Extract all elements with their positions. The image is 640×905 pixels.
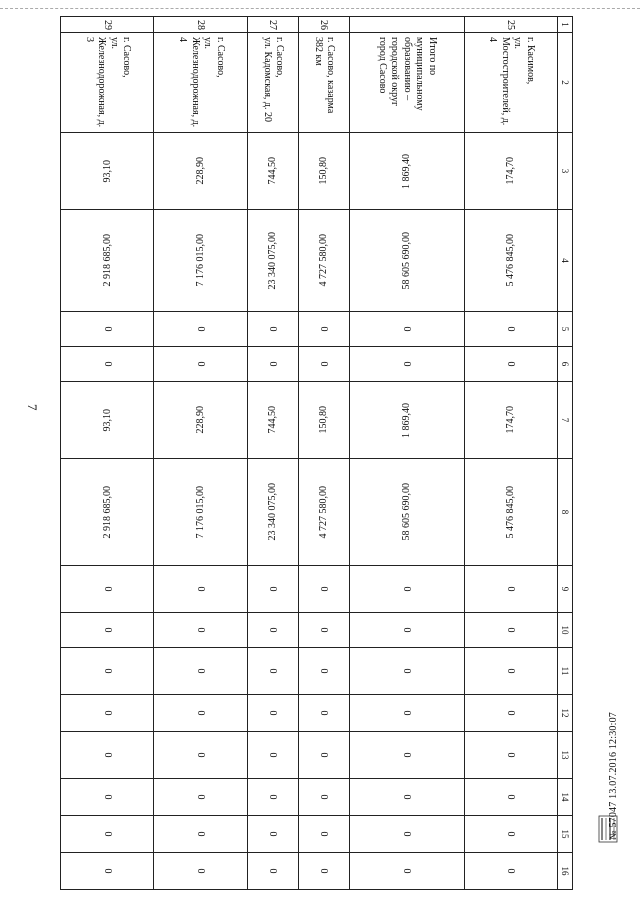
- table-cell-c5: 0: [349, 312, 464, 347]
- table-cell-c9: 0: [247, 566, 298, 613]
- numeric-value: 23 340 075,00: [267, 231, 279, 290]
- table-cell-c9: 0: [298, 566, 349, 613]
- numeric-value: 2 918 685,00: [101, 485, 113, 539]
- table-cell-c10: 0: [349, 613, 464, 648]
- numeric-value: 744,50: [267, 157, 279, 185]
- table-cell-c5: 0: [247, 312, 298, 347]
- table-cell-c11: 0: [298, 648, 349, 695]
- column-header-15: 15: [558, 816, 573, 853]
- table-cell-c12: 0: [349, 695, 464, 732]
- column-header-12: 12: [558, 695, 573, 732]
- table-row: [349, 17, 464, 890]
- table-cell-addr: г. Сасово, ул. Железнодорожная, д. 4: [154, 33, 247, 133]
- table-cell-c8: [298, 459, 349, 566]
- table-cell-c16: 0: [247, 853, 298, 890]
- table-cell-c14: 0: [154, 779, 247, 816]
- table-cell-c15: 0: [61, 816, 155, 853]
- numeric-value: 23 340 075,00: [267, 483, 279, 541]
- numeric-value: 58 605 690,00: [401, 231, 413, 290]
- table-cell-c6: 0: [61, 347, 155, 382]
- table-cell-c16: 0: [61, 853, 155, 890]
- table-cell-c4: [349, 210, 464, 312]
- table-cell-c10: 0: [61, 613, 155, 648]
- column-header-7: 7: [558, 382, 573, 459]
- table-cell-addr: Итого по муниципальному образованию – городской округ город Сасово: [349, 33, 464, 133]
- table-cell-c8: [154, 459, 247, 566]
- numeric-value: 93,10: [101, 408, 113, 432]
- numeric-value: 1 869,40: [401, 153, 413, 189]
- column-header-11: 11: [558, 648, 573, 695]
- table-cell-c5: 0: [154, 312, 247, 347]
- table-cell-c7: [298, 382, 349, 459]
- table-cell-n: [349, 17, 464, 33]
- table-cell-c11: 0: [247, 648, 298, 695]
- numeric-value: 93,10: [101, 159, 113, 183]
- table-cell-c4: [154, 210, 247, 312]
- table-cell-c16: 0: [154, 853, 247, 890]
- table-cell-c13: 0: [154, 732, 247, 779]
- table-cell-c12: 0: [298, 695, 349, 732]
- table-cell-c3: [154, 133, 247, 210]
- table-cell-c3: [247, 133, 298, 210]
- table-cell-c7: [61, 382, 155, 459]
- table-cell-c13: 0: [464, 732, 557, 779]
- column-header-9: 9: [558, 566, 573, 613]
- table-cell-c16: 0: [298, 853, 349, 890]
- table-cell-n: 29: [61, 17, 155, 33]
- table-cell-c9: 0: [61, 566, 155, 613]
- table-cell-c14: 0: [298, 779, 349, 816]
- numeric-value: 4 727 580,00: [318, 485, 330, 539]
- table-cell-c6: 0: [298, 347, 349, 382]
- data-table: [60, 16, 573, 890]
- table-cell-c11: 0: [61, 648, 155, 695]
- numeric-value: 228,90: [195, 157, 207, 185]
- column-header-3: 3: [558, 133, 573, 210]
- table-cell-addr: г. Сасово, ул. Железнодорожная, д. 3: [61, 33, 155, 133]
- numeric-value: 58 605 690,00: [401, 483, 413, 541]
- table-cell-c16: 0: [349, 853, 464, 890]
- table-cell-c12: 0: [154, 695, 247, 732]
- numeric-value: 2 918 685,00: [101, 234, 113, 287]
- table-cell-c11: 0: [349, 648, 464, 695]
- numeric-value: 5 476 845,00: [505, 485, 517, 539]
- table-row: [464, 17, 557, 890]
- column-header-13: 13: [558, 732, 573, 779]
- document-registration-stamp: № 57047 13.07.2016 12:30:07: [608, 712, 619, 840]
- numeric-value: 150,80: [318, 406, 330, 434]
- table-cell-n: 28: [154, 17, 247, 33]
- table-cell-c8: [247, 459, 298, 566]
- table-cell-c15: 0: [464, 816, 557, 853]
- column-header-1: 1: [558, 17, 573, 33]
- table-cell-addr: г. Касимов, ул. Мостостроителей, д. 4: [464, 33, 557, 133]
- table-cell-c11: 0: [154, 648, 247, 695]
- numeric-value: 174,70: [505, 406, 517, 434]
- table-cell-c3: [464, 133, 557, 210]
- table-cell-c5: 0: [464, 312, 557, 347]
- numeric-value: 228,90: [195, 406, 207, 434]
- table-cell-c7: [349, 382, 464, 459]
- table-cell-c5: 0: [61, 312, 155, 347]
- table-cell-addr: г. Сасово, ул. Кадомская, д. 20: [247, 33, 298, 133]
- table-cell-c14: 0: [247, 779, 298, 816]
- table-cell-c9: 0: [464, 566, 557, 613]
- table-cell-c15: 0: [247, 816, 298, 853]
- table-cell-c4: [298, 210, 349, 312]
- table-row: [247, 17, 298, 890]
- numeric-value: 5 476 845,00: [505, 234, 517, 287]
- numeric-value: 7 176 015,00: [195, 485, 207, 539]
- table-cell-c9: 0: [349, 566, 464, 613]
- table-cell-c5: 0: [298, 312, 349, 347]
- table-header-row: [558, 17, 573, 890]
- table-cell-c10: 0: [154, 613, 247, 648]
- table-cell-c16: 0: [464, 853, 557, 890]
- table-cell-n: 27: [247, 17, 298, 33]
- numeric-value: 1 869,40: [401, 402, 413, 438]
- table-cell-c14: 0: [61, 779, 155, 816]
- table-cell-c12: 0: [61, 695, 155, 732]
- column-header-5: 5: [558, 312, 573, 347]
- table-cell-c14: 0: [464, 779, 557, 816]
- table-cell-c6: 0: [247, 347, 298, 382]
- table-cell-c13: 0: [247, 732, 298, 779]
- table-cell-c14: 0: [349, 779, 464, 816]
- table-cell-c4: [247, 210, 298, 312]
- table-cell-c10: 0: [247, 613, 298, 648]
- page-top-border: [0, 8, 640, 9]
- table-row: [61, 17, 155, 890]
- column-header-6: 6: [558, 347, 573, 382]
- numeric-value: 150,80: [318, 157, 330, 185]
- numeric-value: 174,70: [505, 157, 517, 185]
- table-row: [154, 17, 247, 890]
- numeric-value: 744,50: [267, 406, 279, 434]
- page-number: 7: [25, 404, 40, 411]
- table-cell-c3: [349, 133, 464, 210]
- numeric-value: 7 176 015,00: [195, 234, 207, 287]
- table-cell-c6: 0: [154, 347, 247, 382]
- table-cell-c6: 0: [349, 347, 464, 382]
- table-cell-c13: 0: [61, 732, 155, 779]
- column-header-14: 14: [558, 779, 573, 816]
- table-cell-c13: 0: [349, 732, 464, 779]
- table-cell-c12: 0: [464, 695, 557, 732]
- table-cell-c8: [464, 459, 557, 566]
- table-cell-c15: 0: [154, 816, 247, 853]
- table-cell-c8: [349, 459, 464, 566]
- table-cell-c15: 0: [298, 816, 349, 853]
- table-cell-c13: 0: [298, 732, 349, 779]
- column-header-4: 4: [558, 210, 573, 312]
- table-row: [298, 17, 349, 890]
- column-header-2: 2: [558, 33, 573, 133]
- table-cell-c6: 0: [464, 347, 557, 382]
- rotated-table-container: [60, 16, 573, 876]
- table-cell-c7: [464, 382, 557, 459]
- column-header-10: 10: [558, 613, 573, 648]
- numeric-value: 4 727 580,00: [318, 234, 330, 287]
- table-cell-c7: [154, 382, 247, 459]
- column-header-16: 16: [558, 853, 573, 890]
- table-cell-c3: [298, 133, 349, 210]
- table-cell-n: 26: [298, 17, 349, 33]
- table-cell-c9: 0: [154, 566, 247, 613]
- table-cell-c3: [61, 133, 155, 210]
- table-cell-c4: [464, 210, 557, 312]
- table-cell-c15: 0: [349, 816, 464, 853]
- table-cell-c10: 0: [464, 613, 557, 648]
- table-cell-n: 25: [464, 17, 557, 33]
- table-cell-c4: [61, 210, 155, 312]
- table-cell-c10: 0: [298, 613, 349, 648]
- table-cell-c7: [247, 382, 298, 459]
- column-header-8: 8: [558, 459, 573, 566]
- table-cell-c12: 0: [247, 695, 298, 732]
- table-cell-addr: г. Сасово, казарма 382 км: [298, 33, 349, 133]
- table-cell-c11: 0: [464, 648, 557, 695]
- table-cell-c8: [61, 459, 155, 566]
